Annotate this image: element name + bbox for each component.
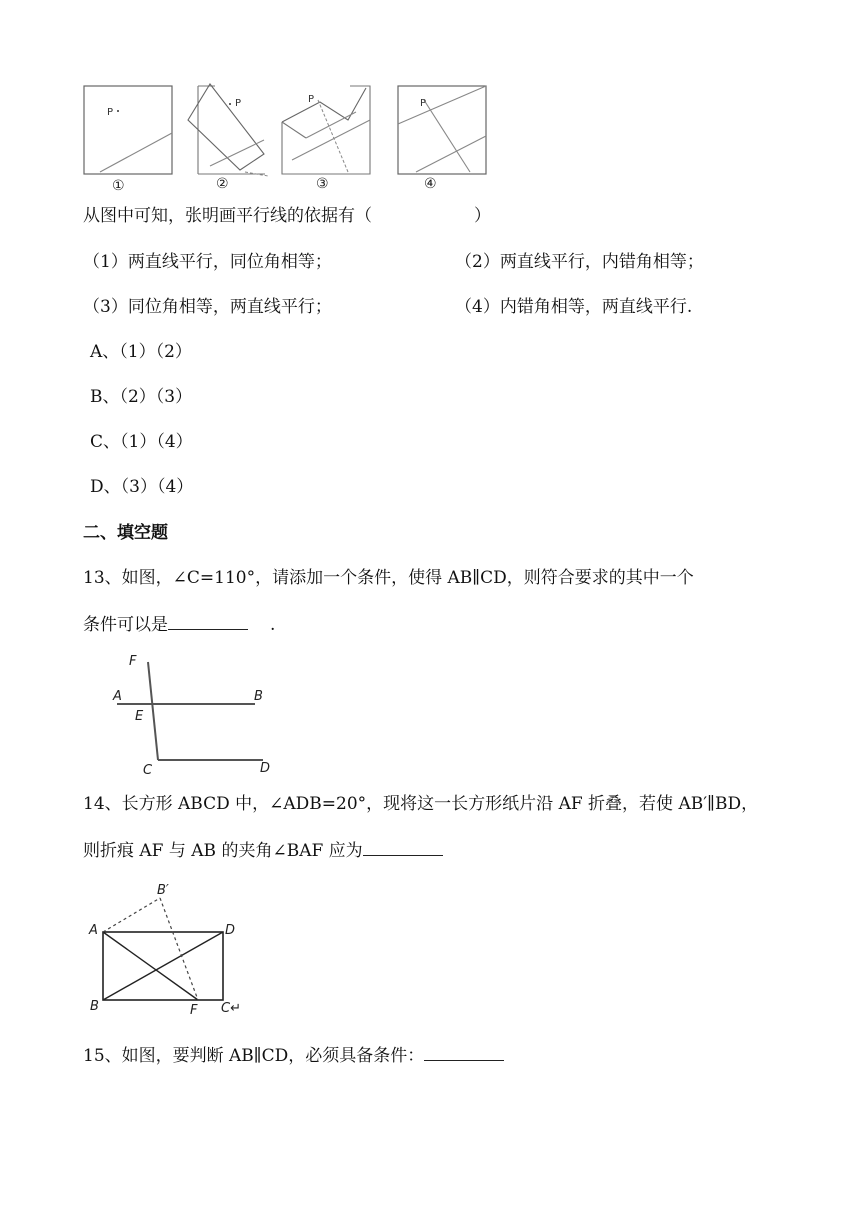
figure-4 <box>398 86 486 174</box>
q14-label-c: C↵ <box>221 1001 241 1016</box>
q14-line-1: 14、长方形 ABCD 中，∠ADB=20°，现将这一长方形纸片沿 AF 折叠，若使 AB′∥BD， <box>83 794 759 814</box>
q12-statement-2: （2）两直线平行，内错角相等； <box>455 252 704 272</box>
figure-4-point-label: P <box>420 98 427 109</box>
q13-label-d: D <box>260 761 271 776</box>
q14-label-b: B <box>90 999 99 1014</box>
q12-stem: 从图中可知，张明画平行线的依据有（ ） <box>83 206 491 226</box>
figure-1 <box>84 86 172 174</box>
figure-1-caption: ① <box>112 178 125 194</box>
q13-label-f: F <box>129 654 137 669</box>
q13-answer-blank[interactable] <box>168 611 248 630</box>
q14-line-2-text: 则折痕 AF 与 AB 的夹角∠BAF 应为 <box>83 841 363 861</box>
q13-label-e: E <box>135 709 144 724</box>
figure-2-caption: ② <box>216 176 229 192</box>
q14-figure <box>85 878 255 1018</box>
figure-3-caption: ③ <box>316 176 329 192</box>
q14-label-f: F <box>190 1003 198 1018</box>
q14-line-2 <box>83 837 443 863</box>
q12-option-b: B、（2）（3） <box>90 387 193 407</box>
q13-line-2-text: 条件可以是 <box>83 615 168 635</box>
q12-statement-4: （4）内错角相等，两直线平行. <box>455 297 693 317</box>
q12-statement-3: （3）同位角相等，两直线平行； <box>83 297 332 317</box>
figure-1-point-label: P <box>107 107 114 118</box>
q13-line-1: 13、如图，∠C=110°，请添加一个条件，使得 AB∥CD，则符合要求的其中一个 <box>83 568 694 588</box>
q12-option-a: A、（1）（2） <box>90 342 192 362</box>
q14-answer-blank[interactable] <box>363 837 443 856</box>
section-heading: 二、填空题 <box>83 523 168 543</box>
q15-line-1 <box>83 1042 504 1068</box>
q13-line-2 <box>83 611 275 637</box>
figure-4-caption: ④ <box>424 176 437 192</box>
q15-line-1-text: 15、如图，要判断 AB∥CD，必须具备条件： <box>83 1046 425 1066</box>
q14-label-a: A <box>89 923 98 938</box>
q13-figure <box>105 648 285 778</box>
q12-option-c: C、（1）（4） <box>90 432 193 452</box>
q13-label-b: B <box>254 689 263 704</box>
q12-figures <box>80 80 500 195</box>
figure-3 <box>282 86 370 174</box>
figure-2 <box>188 84 268 176</box>
q13-label-c: C <box>143 763 153 778</box>
q14-label-d: D <box>225 923 236 938</box>
q12-option-d: D、（3）（4） <box>90 477 194 497</box>
figure-3-point-label: P <box>308 94 315 105</box>
q13-period: . <box>270 615 276 635</box>
q14-label-bprime: B′ <box>157 883 169 898</box>
q15-answer-blank[interactable] <box>424 1042 504 1061</box>
figure-2-point-label: P <box>235 98 242 109</box>
q12-statement-1: （1）两直线平行，同位角相等； <box>83 252 332 272</box>
q13-label-a: A <box>113 689 122 704</box>
